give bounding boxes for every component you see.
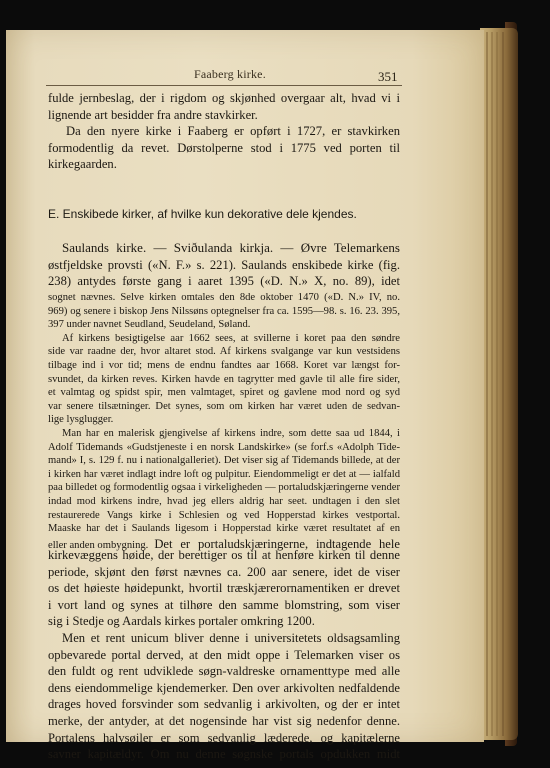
small-text-line: sognet nævnes. Selve kirken omtales den 8de oktober 1470 («D. N.» IV, no.	[48, 292, 400, 303]
small-text-line: tilbage ind i vor tid; mens de endnu fandtes aar 1668. Koret var længst for-	[48, 359, 400, 371]
small-text-line: side var raadne der, hvor altaret stod. Af kirkens svalgange var kun vestsidens	[48, 346, 400, 358]
header-rule	[46, 85, 402, 86]
running-head-title: Faaberg kirke.	[194, 67, 266, 81]
small-text-line: 397 under navnet Seudland, Seudeland, Søland.	[48, 319, 251, 331]
text-line: fulde jernbeslag, der i rigdom og skjønhed overgaar alt, hvad vi i	[48, 91, 400, 105]
text-line: Da den nyere kirke i Faaberg er opført i 1727, er stavkirken	[66, 124, 400, 139]
small-text-line: Adolf Tidemands «Gudstjeneste i en norsk Landskirke» (se forf.s «Adolph Tide-	[48, 441, 400, 453]
text-line: sig i Stedje og Aardals kirkes portaler omkring 1200.	[48, 614, 315, 629]
text-line: i vort land og synes at tilhøre den samme blomstring, som viser	[48, 597, 400, 612]
small-text-line: Af kirkens besigtigelse aar 1662 sees, at svillerne i koret paa den søndre	[62, 332, 400, 344]
text-line: Portalens halvsøiler er som sedvanlig læderede, og kapitælerne	[48, 730, 400, 745]
text-line: 238) antydes første gang i aaret 1395 («D. N.» X, no. 89), idet	[48, 274, 400, 289]
text-line: formodentlig da revet. Dørstolperne stod i 1775 ved porten til	[48, 140, 400, 155]
section-heading: E. Enskibede kirker, af hvilke kun dekorative dele kjendes.	[48, 207, 357, 221]
small-text-line: 969) og senere i biskop Jens Nilssøns optegnelser fra ca. 1595—98. s. 16. 23. 395,	[48, 305, 400, 317]
small-text-line: eller anden ombygning.	[48, 539, 149, 551]
text-line: merke, der antyder, at det nogensinde har vist sig nedenfor denne.	[48, 713, 400, 728]
text-line: drages hoved forsvinder som sedvanlig i arkivolten, og der er intet	[48, 697, 400, 712]
small-text-line: indad mod kirkens indre, hvad jeg ellers aldrig har seet. undtagen i den slet	[48, 495, 400, 507]
text-line: Det er portaludskjæringerne, indtagende hele	[154, 536, 400, 551]
text-line: lignende art besidder fra andre stavkirker.	[48, 107, 258, 122]
small-text-line: mand» I, s. 129 f. nu i nationalgalleriet). Det viser sig af Tidemands billede, at der	[48, 455, 400, 467]
text-line: Men et rent unicum bliver denne i universitetets oldsagsamling	[62, 630, 400, 645]
text-line: os det høieste høidepunkt, hvortil træskjærerornamentiken er drevet	[48, 581, 400, 596]
text-line: opbevarede portal derved, at den midt oppe i Telemarken viser os	[48, 647, 400, 662]
book-page	[6, 30, 484, 762]
small-text-line: Man har en malerisk gjengivelse af kirkens indre, som dette saa ud 1844, i	[62, 427, 400, 439]
text-line: kirkegaarden.	[48, 157, 117, 172]
saulands-paragraph	[48, 240, 400, 290]
main-paragraph	[48, 547, 400, 763]
text-line: Saulands kirke. — Sviðulanda kirkja. — Øvre Telemarkens	[62, 240, 400, 255]
text-line: savner kapitældyr. Om nu denne søgnske portals opdukken midt	[48, 747, 400, 762]
small-text-line: svundet, da kirken reves. Kirken havde en tagrytter med gavle til alle fire sider,	[48, 373, 400, 385]
small-text-line: Maaske har det i Saulands ligesom i Hopperstad kirke været resultatet af en	[48, 523, 400, 535]
text-line: østfjeldske provsti («N. F.» s. 221). Saulands enskibede kirke (fig.	[48, 257, 400, 272]
small-text-line: restaurerede Vangs kirke i Schlesien og ved Hopperstad kirkes vestportal.	[48, 509, 400, 521]
text-line: periode, skjønt den først nævnes ca. 200 aar senere, idet de viser	[48, 564, 400, 579]
text-line: kirkevæggens høide, der berettiger os til at henføre kirken til denne	[48, 548, 400, 562]
top-paragraph	[48, 90, 400, 173]
small-text-line: i kirken har været indlagt indre loft og pulpitur. Eiendommeligt er det at — ialfald	[48, 468, 400, 480]
small-text-line: var senere tilsætninger. Det synes, som om kirken har været uden de sedvan-	[48, 400, 400, 412]
page-number: 351	[378, 69, 398, 84]
small-text-line: paa billedet og formodentlig ogsaa i virkeligheden — portaludskjæringerne vender	[48, 482, 400, 494]
small-print-block	[48, 291, 400, 552]
text-line: den fuldt og rent udviklede søgn-valdreske ornamenttype med alle	[48, 664, 400, 679]
text-line: dens eiendommelige kjendemerker. Den over arkivolten nedfaldende	[48, 680, 400, 695]
small-text-line: lige lysglugger.	[48, 414, 114, 426]
page-stack-edge	[480, 28, 518, 740]
small-text-line: et valmtag og spidst spir, men valmtaget, spiret og gavlene mod nord og syd	[48, 387, 400, 399]
